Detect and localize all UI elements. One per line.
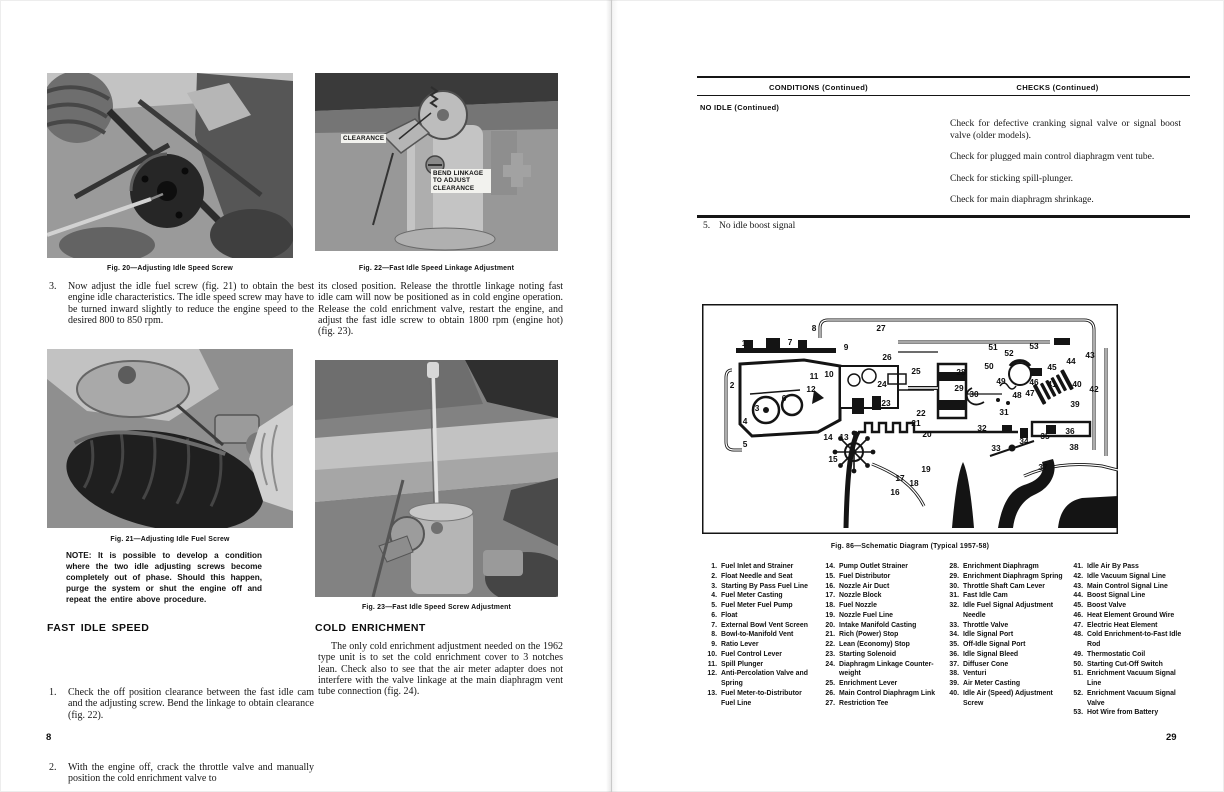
legend-item-number: 9.	[711, 641, 717, 648]
schematic-callout-number: 25	[911, 366, 921, 376]
schematic-callout-number: 24	[877, 379, 887, 389]
legend-item-number: 27.	[825, 699, 835, 707]
step-2	[47, 762, 314, 785]
schematic-callout-number: 1	[741, 338, 747, 348]
legend-item	[821, 562, 941, 572]
schematic-callout-number: 3	[754, 403, 760, 413]
legend-item-number: 1.	[711, 563, 717, 570]
schematic-callout-number: 37	[1038, 462, 1048, 472]
legend-item	[821, 640, 941, 650]
legend-item-text: Enrichment Vacuum Signal Line	[1087, 670, 1176, 687]
legend-item-number: 4.	[711, 592, 717, 600]
legend-item-text: Cold Enrichment-to-Fast Idle Rod	[1087, 631, 1182, 648]
schematic-callout-number: 34	[1019, 436, 1029, 446]
schematic-callout-number: 40	[1072, 379, 1082, 389]
fig23-caption: Fig. 23—Fast Idle Speed Screw Adjustment	[361, 604, 512, 611]
schematic-callout-number: 50	[984, 361, 994, 371]
legend-item	[703, 650, 817, 660]
schematic-callout-number: 36	[1065, 426, 1075, 436]
schematic-callout-number: 42	[1089, 384, 1099, 394]
schematic-callout-number: 5	[742, 439, 748, 449]
legend-item-number: 7.	[711, 621, 717, 629]
schematic-callout-number: 15	[828, 454, 838, 464]
legend-item	[1069, 660, 1191, 670]
schematic-callout-number: 11	[809, 371, 819, 381]
legend-item	[821, 582, 941, 592]
legend-item-number: 52.	[1073, 689, 1083, 697]
check-item: Check for plugged main control diaphragm vent tube.	[950, 152, 1155, 162]
step-2-text: With the engine off, crack the throttle valve and manually position the cold enrichment valve to	[68, 762, 314, 785]
legend-item-number: 16.	[825, 582, 835, 590]
legend-item-text: Off-Idle Signal Port	[963, 641, 1026, 648]
legend-item	[703, 582, 817, 592]
legend-item-text: Idle Fuel Signal Adjustment Needle	[963, 602, 1054, 619]
legend-item-number: 33.	[949, 621, 959, 629]
schematic-callout-number: 18	[909, 478, 919, 488]
legend-item-text: Float	[721, 611, 738, 619]
check-item: Check for sticking spill-plunger.	[950, 173, 1073, 184]
legend-item-text: Fuel Meter Fuel Pump	[721, 602, 793, 609]
legend-item-text: Fuel Nozzle	[839, 602, 877, 609]
legend-item	[945, 679, 1065, 689]
step-2-number: 2.	[49, 762, 57, 774]
legend-item-number: 22.	[825, 641, 835, 648]
legend-item-text: Idle Signal Port	[963, 631, 1014, 639]
legend-item-text: Restriction Tee	[839, 699, 889, 707]
schematic-callout-number: 19	[921, 464, 931, 474]
legend-item-text: Spill Plunger	[721, 660, 764, 668]
legend-item-text: Rich (Power) Stop	[839, 631, 899, 639]
legend-item	[1069, 611, 1191, 621]
legend-item	[821, 679, 941, 689]
checks-list	[950, 119, 1181, 217]
continued-paragraph: its closed position. Release the throttle linkage noting fast idle cam will now be positioned as in cold engine operation. Release the cold enrichment valve, restart the engine, and adjust the fast idle screw to obtain 1800 rpm (engine hot) (fig. 23).	[318, 281, 563, 338]
schematic-callout-number: 27	[876, 323, 886, 333]
schematic-callout-number: 17	[895, 473, 905, 483]
schematic-callout-number: 39	[1070, 399, 1080, 409]
legend-item	[945, 669, 1065, 679]
step-3-text: Now adjust the idle fuel screw (fig. 21) to obtain the best engine idle characteristics. The idle speed screw may have to be turned inward slightly to reduce the engine speed to the desired 800 to 850 rpm.	[68, 281, 314, 326]
legend-item	[945, 650, 1065, 660]
legend-column-1	[703, 562, 817, 708]
legend-item-number: 41.	[1073, 563, 1083, 570]
legend-item-text: Boost Signal Line	[1087, 592, 1146, 600]
legend-item-text: Starting Cut-Off Switch	[1087, 660, 1163, 668]
legend-item-text: Main Control Diaphragm Link	[839, 689, 936, 697]
legend-item-number: 53.	[1073, 709, 1083, 717]
schematic-callout-number: 6	[781, 393, 787, 403]
legend-item-number: 14.	[825, 563, 835, 570]
schematic-callout-number: 31	[999, 407, 1009, 417]
legend-item	[1069, 650, 1191, 660]
legend-item-text: Nozzle Block	[839, 592, 882, 600]
legend-item-text: Venturi	[963, 670, 987, 678]
legend-item	[703, 562, 817, 572]
legend-item-number: 23.	[825, 650, 835, 658]
legend-item	[1069, 562, 1191, 572]
legend-item-number: 15.	[825, 572, 835, 580]
schematic-callout-number: 35	[1040, 431, 1050, 441]
legend-item-text: Float Needle and Seat	[721, 572, 793, 580]
schematic-callout-number: 32	[977, 423, 987, 433]
no-idle-section: NO IDLE (Continued)	[700, 103, 780, 112]
right-page-number: 29	[1166, 732, 1177, 743]
schematic-callout-number: 47	[1025, 388, 1035, 398]
cold-enrichment-paragraph: The only cold enrichment adjustment needed on the 1962 type unit is to set the cold enrichment cover to 3 notches lean. Check also to see that the air meter adapter does not interfere with the valve linkage at the main diaphragm vent tube connection (fig. 24).	[318, 641, 563, 698]
legend-item	[1069, 689, 1191, 709]
legend-item-number: 8.	[711, 631, 717, 639]
legend-item	[1069, 572, 1191, 582]
schematic-callout-number: 29	[954, 383, 964, 393]
legend-item	[1069, 601, 1191, 611]
legend-item-text: Electric Heat Element	[1087, 621, 1158, 629]
check-item: Check for defective cranking signal valve or signal boost valve (older models).	[950, 119, 1181, 141]
legend-item-text: Fast Idle Cam	[963, 592, 1008, 600]
legend-item-text: Throttle Valve	[963, 621, 1009, 629]
legend-item-text: Fuel Meter Casting	[721, 592, 783, 600]
legend-item-text: Diaphragm Linkage Counter-weight	[839, 660, 934, 678]
fig22-clearance-label: CLEARANCE	[343, 135, 385, 142]
legend-item	[703, 669, 817, 689]
legend-item-number: 37.	[949, 660, 959, 668]
legend-item	[821, 689, 941, 699]
legend-column-3	[945, 562, 1065, 708]
legend-item-text: Idle Vacuum Signal Line	[1087, 572, 1166, 580]
legend-item-text: Idle Air (Speed) Adjustment Screw	[963, 689, 1053, 707]
legend-item-number: 3.	[711, 582, 717, 590]
legend-item-number: 32.	[949, 602, 959, 609]
schematic-callout-number: 28	[956, 367, 966, 377]
photo-fig21	[47, 349, 293, 528]
schematic-callout-number: 48	[1012, 390, 1022, 400]
fig22-bend-linkage-label: BEND LINKAGE TO ADJUST CLEARANCE	[431, 169, 491, 193]
legend-item	[945, 562, 1065, 572]
check-item: Check for main diaphragm shrinkage.	[950, 195, 1094, 205]
schematic-callout-number: 26	[882, 352, 892, 362]
legend-item-number: 24.	[825, 660, 835, 668]
schematic-callout-number: 44	[1066, 356, 1076, 366]
legend-item	[821, 660, 941, 680]
condition-5-number: 5.	[703, 220, 711, 231]
schematic-callout-number: 46	[1029, 377, 1039, 387]
legend-item-number: 21.	[825, 631, 835, 639]
schematic-callout-number: 45	[1047, 362, 1057, 372]
schematic-callout-number: 23	[881, 398, 891, 408]
legend-item-text: Starting By Pass Fuel Line	[721, 582, 808, 590]
step-3	[47, 281, 314, 326]
legend-item	[821, 650, 941, 660]
legend-item-number: 34.	[949, 631, 959, 639]
photo-fig23	[315, 360, 558, 597]
photo-fig22	[315, 73, 558, 251]
legend-item-number: 29.	[949, 572, 959, 580]
legend-item	[945, 660, 1065, 670]
legend-item-text: Fuel Distributor	[839, 572, 891, 580]
schematic-callout-number: 16	[890, 487, 900, 497]
legend-item-text: Enrichment Diaphragm Spring	[963, 572, 1063, 580]
legend-item-text: Pump Outlet Strainer	[839, 563, 908, 570]
schematic-callout-number: 30	[969, 389, 979, 399]
legend-item-number: 11.	[707, 660, 717, 668]
schematic-callout-number: 14	[823, 432, 833, 442]
fig22-caption: Fig. 22—Fast Idle Speed Linkage Adjustment	[358, 265, 515, 272]
legend-item-number: 49.	[1073, 650, 1083, 658]
fig86-caption: Fig. 86—Schematic Diagram (Typical 1957-58)	[830, 543, 990, 550]
legend-item-text: Main Control Signal Line	[1087, 582, 1168, 590]
legend-item-number: 25.	[825, 680, 835, 687]
legend-item-number: 28.	[949, 563, 959, 570]
table-top-rule	[697, 76, 1190, 78]
legend-item-number: 35.	[949, 641, 959, 648]
fig20-caption: Fig. 20—Adjusting Idle Speed Screw	[107, 265, 233, 272]
legend-item	[1069, 591, 1191, 601]
photo-fig23-art	[315, 360, 558, 597]
schematic-callout-number: 20	[922, 429, 932, 439]
schematic-callout-number: 9	[843, 342, 849, 352]
legend-item-number: 20.	[825, 621, 835, 629]
schematic-callout-number: 22	[916, 408, 926, 418]
legend-item	[703, 572, 817, 582]
legend-item-text: Anti-Percolation Valve and Spring	[721, 670, 808, 687]
legend-item	[703, 611, 817, 621]
legend-item-text: Idle Signal Bleed	[963, 650, 1019, 658]
legend-item	[945, 591, 1065, 601]
legend-item-text: Intake Manifold Casting	[839, 621, 917, 629]
legend-item-text: Ratio Lever	[721, 641, 759, 648]
legend-item-text: Hot Wire from Battery	[1087, 709, 1159, 717]
schematic-callout-number: 4	[742, 416, 748, 426]
legend-item	[945, 689, 1065, 709]
schematic-callout-number: 12	[806, 384, 816, 394]
legend-column-4	[1069, 562, 1191, 718]
legend-item-number: 47.	[1073, 621, 1083, 629]
schematic-callout-number: 43	[1085, 350, 1095, 360]
legend-item	[1069, 630, 1191, 650]
fast-idle-speed-heading: FAST IDLE SPEED	[47, 622, 150, 634]
legend-item	[945, 640, 1065, 650]
legend-item-number: 38.	[949, 670, 959, 678]
legend-item-number: 48.	[1073, 631, 1083, 639]
schematic-callout-number: 53	[1029, 341, 1039, 351]
legend-item	[703, 640, 817, 650]
legend-item	[945, 572, 1065, 582]
legend-item	[1069, 669, 1191, 689]
legend-item-number: 40.	[949, 689, 959, 697]
schematic-callout-number: 41	[1047, 379, 1057, 389]
legend-item-number: 18.	[825, 602, 835, 609]
legend-item-number: 50.	[1073, 660, 1083, 668]
legend-item-text: External Bowl Vent Screen	[721, 621, 808, 629]
legend-item-text: Fuel Meter-to-Distributor Fuel Line	[721, 689, 802, 707]
legend-item	[703, 601, 817, 611]
legend-item-text: Nozzle Fuel Line	[839, 611, 893, 619]
legend-item	[821, 591, 941, 601]
legend-item-text: Boost Valve	[1087, 602, 1127, 609]
step-1-text: Check the off position clearance between the fast idle cam and the adjusting screw. Bend the linkage to obtain clearance (fig. 22).	[68, 687, 314, 721]
legend-item	[703, 621, 817, 631]
legend-item-number: 44.	[1073, 592, 1083, 600]
fig21-caption: Fig. 21—Adjusting Idle Fuel Screw	[110, 536, 230, 543]
legend-item-text: Enrichment Lever	[839, 680, 898, 687]
step-1	[47, 687, 314, 721]
left-page-number: 8	[46, 732, 52, 743]
schematic-figure	[702, 304, 1118, 534]
schematic-callout-number: 21	[911, 418, 921, 428]
schematic-callout-number: 33	[991, 443, 1001, 453]
schematic-callout-number: 51	[988, 342, 998, 352]
legend-item-number: 10.	[707, 650, 717, 658]
photo-fig22-art	[315, 73, 558, 251]
legend-item-text: Thermostatic Coil	[1087, 650, 1146, 658]
legend-item	[945, 601, 1065, 621]
step-3-number: 3.	[49, 281, 57, 292]
photo-fig20-art	[47, 73, 293, 258]
cold-enrichment-heading: COLD ENRICHMENT	[315, 622, 426, 634]
legend-item	[821, 630, 941, 640]
legend-item-text: Nozzle Air Duct	[839, 582, 890, 590]
step-1-number: 1.	[49, 687, 57, 699]
schematic-callout-number: 13	[839, 432, 849, 442]
legend-item	[821, 611, 941, 621]
legend-item-number: 2.	[711, 572, 717, 580]
legend-item-number: 43.	[1073, 582, 1083, 590]
legend-item-text: Idle Air By Pass	[1087, 563, 1139, 570]
legend-item	[1069, 621, 1191, 631]
schematic-callout-number: 10	[824, 369, 834, 379]
legend-item	[821, 699, 941, 709]
legend-item-text: Starting Solenoid	[839, 650, 897, 658]
legend-item-text: Throttle Shaft Cam Lever	[963, 582, 1045, 590]
condition-5	[703, 221, 939, 233]
legend-item-text: Enrichment Vacuum Signal Valve	[1087, 689, 1176, 707]
legend-item-number: 39.	[949, 680, 959, 687]
legend-item	[703, 591, 817, 601]
legend-item	[945, 630, 1065, 640]
legend-item	[821, 572, 941, 582]
schematic-callout-number: 38	[1069, 442, 1079, 452]
page-gutter-shadow	[606, 0, 618, 792]
legend-item-text: Bowl-to-Manifold Vent	[721, 631, 794, 639]
legend-item-number: 45.	[1073, 602, 1083, 609]
legend-item-text: Heat Element Ground Wire	[1087, 611, 1175, 619]
legend-item-number: 19.	[825, 611, 835, 619]
legend-item	[1069, 708, 1191, 718]
checks-header: CHECKS (Continued)	[1016, 83, 1099, 92]
legend-item-number: 36.	[949, 650, 959, 658]
legend-item-number: 42.	[1073, 572, 1083, 580]
legend-item	[703, 689, 817, 709]
photo-fig21-art	[47, 349, 293, 528]
schematic-callout-number: 7	[787, 337, 793, 347]
schematic-drawing	[702, 304, 1118, 534]
legend-item-text: Fuel Inlet and Strainer	[721, 563, 794, 570]
condition-5-text: No idle boost signal	[719, 220, 796, 231]
legend-item	[945, 582, 1065, 592]
legend-item-text: Enrichment Diaphragm	[963, 563, 1039, 570]
schematic-callout-number: 52	[1004, 348, 1014, 358]
legend-item-number: 6.	[711, 611, 717, 619]
legend-item-number: 46.	[1073, 611, 1083, 619]
schematic-callout-number: 2	[729, 380, 735, 390]
legend-item	[703, 630, 817, 640]
legend-column-2	[821, 562, 941, 708]
legend-item	[945, 621, 1065, 631]
legend-item-text: Air Meter Casting	[963, 680, 1021, 687]
legend-item-text: Lean (Economy) Stop	[839, 641, 910, 648]
note-block: NOTE: It is possible to develop a condition where the two idle adjusting screws become completely out of phase. Should this happen, purge the system or shut the engine off and repeat the entire above procedure.	[66, 551, 262, 604]
table-header-rule	[697, 95, 1190, 96]
photo-fig20	[47, 73, 293, 258]
conditions-header: CONDITIONS (Continued)	[769, 83, 868, 92]
schematic-callout-number: 8	[811, 323, 817, 333]
legend-item-number: 13.	[707, 689, 717, 697]
legend-item	[703, 660, 817, 670]
legend-item	[821, 601, 941, 611]
legend-item-number: 5.	[711, 602, 717, 609]
legend-item-number: 26.	[825, 689, 835, 697]
legend-item	[1069, 582, 1191, 592]
legend-item-text: Fuel Control Lever	[721, 650, 782, 658]
legend-item-number: 30.	[949, 582, 959, 590]
legend-item-number: 17.	[825, 592, 835, 600]
legend-item-number: 31.	[949, 592, 959, 600]
legend-item-text: Diffuser Cone	[963, 660, 1009, 668]
page-gutter-line	[611, 0, 612, 792]
legend-item-number: 51.	[1073, 670, 1083, 678]
schematic-callout-number: 49	[996, 376, 1006, 386]
legend-item-number: 12.	[707, 670, 717, 678]
legend-item	[821, 621, 941, 631]
